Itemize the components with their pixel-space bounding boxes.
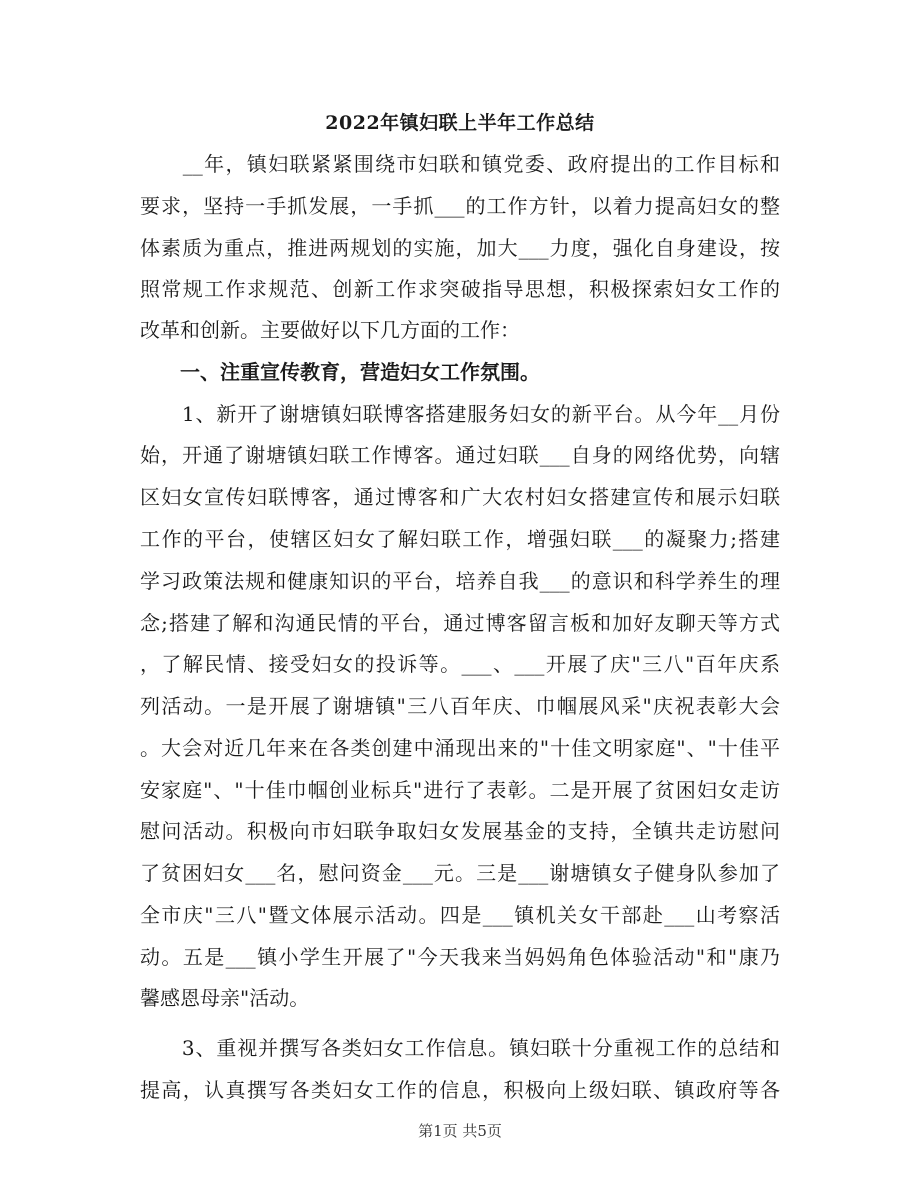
- body-line-14: 动。五是___镇小学生开展了"今天我来当妈妈角色体验活动"和"康乃: [140, 945, 780, 969]
- body-line-7: ，了解民情、接受妇女的投诉等。___、___开展了庆"三八"百年庆系: [140, 652, 780, 676]
- body-line-2: 始，开通了谢塘镇妇联工作博客。通过妇联___自身的网络优势，向辖: [140, 443, 780, 467]
- intro-line-4: 照常规工作求规范、创新工作求突破指导思想，积极探索妇女工作的: [140, 277, 780, 301]
- body-line-12: 了贫困妇女___名，慰问资金___元。三是___谢塘镇女子健身队参加了: [140, 861, 780, 885]
- body-line-15: 馨感恩母亲"活动。: [140, 986, 310, 1010]
- body-line-8: 列活动。一是开展了谢塘镇"三八百年庆、巾帼展风采"庆祝表彰大会: [140, 694, 780, 718]
- body-line-11: 慰问活动。积极向市妇联争取妇女发展基金的支持，全镇共走访慰问: [140, 819, 780, 843]
- body-line-5: 学习政策法规和健康知识的平台，培养自我___的意识和科学养生的理: [140, 569, 780, 593]
- item3-line-1: 3、重视并撰写各类妇女工作信息。镇妇联十分重视工作的总结和: [140, 1036, 780, 1060]
- section-heading-1: 一、注重宣传教育，营造妇女工作氛围。: [140, 360, 540, 384]
- body-line-10: 安家庭"、"十佳巾帼创业标兵"进行了表彰。二是开展了贫困妇女走访: [140, 778, 780, 802]
- document-title: 2022年镇妇联上半年工作总结: [325, 112, 595, 134]
- intro-line-5: 改革和创新。主要做好以下几方面的工作：: [140, 318, 520, 342]
- body-line-6: 念;搭建了解和沟通民情的平台，通过博客留言板和加好友聊天等方式: [140, 611, 780, 635]
- intro-line-2: 要求，坚持一手抓发展，一手抓___的工作方针，以着力提高妇女的整: [140, 194, 780, 218]
- intro-line-3: 体素质为重点，推进两规划的实施，加大___力度，强化自身建设，按: [140, 236, 780, 260]
- body-line-13: 全市庆"三八"暨文体展示活动。四是___镇机关女干部赴___山考察活: [140, 903, 780, 927]
- body-line-3: 区妇女宣传妇联博客，通过博客和广大农村妇女搭建宣传和展示妇联: [140, 485, 780, 509]
- body-line-4: 工作的平台，使辖区妇女了解妇联工作，增强妇联___的凝聚力;搭建: [140, 527, 780, 551]
- item3-line-2: 提高，认真撰写各类妇女工作的信息，积极向上级妇联、镇政府等各: [140, 1078, 780, 1102]
- body-line-9: 。大会对近几年来在各类创建中涌现出来的"十佳文明家庭"、"十佳平: [140, 736, 780, 760]
- intro-line-1: __年，镇妇联紧紧围绕市妇联和镇党委、政府提出的工作目标和: [140, 152, 780, 176]
- body-line-1: 1、新开了谢塘镇妇联博客搭建服务妇女的新平台。从今年__月份: [140, 402, 780, 426]
- page-footer: 第1页 共5页: [418, 1122, 502, 1140]
